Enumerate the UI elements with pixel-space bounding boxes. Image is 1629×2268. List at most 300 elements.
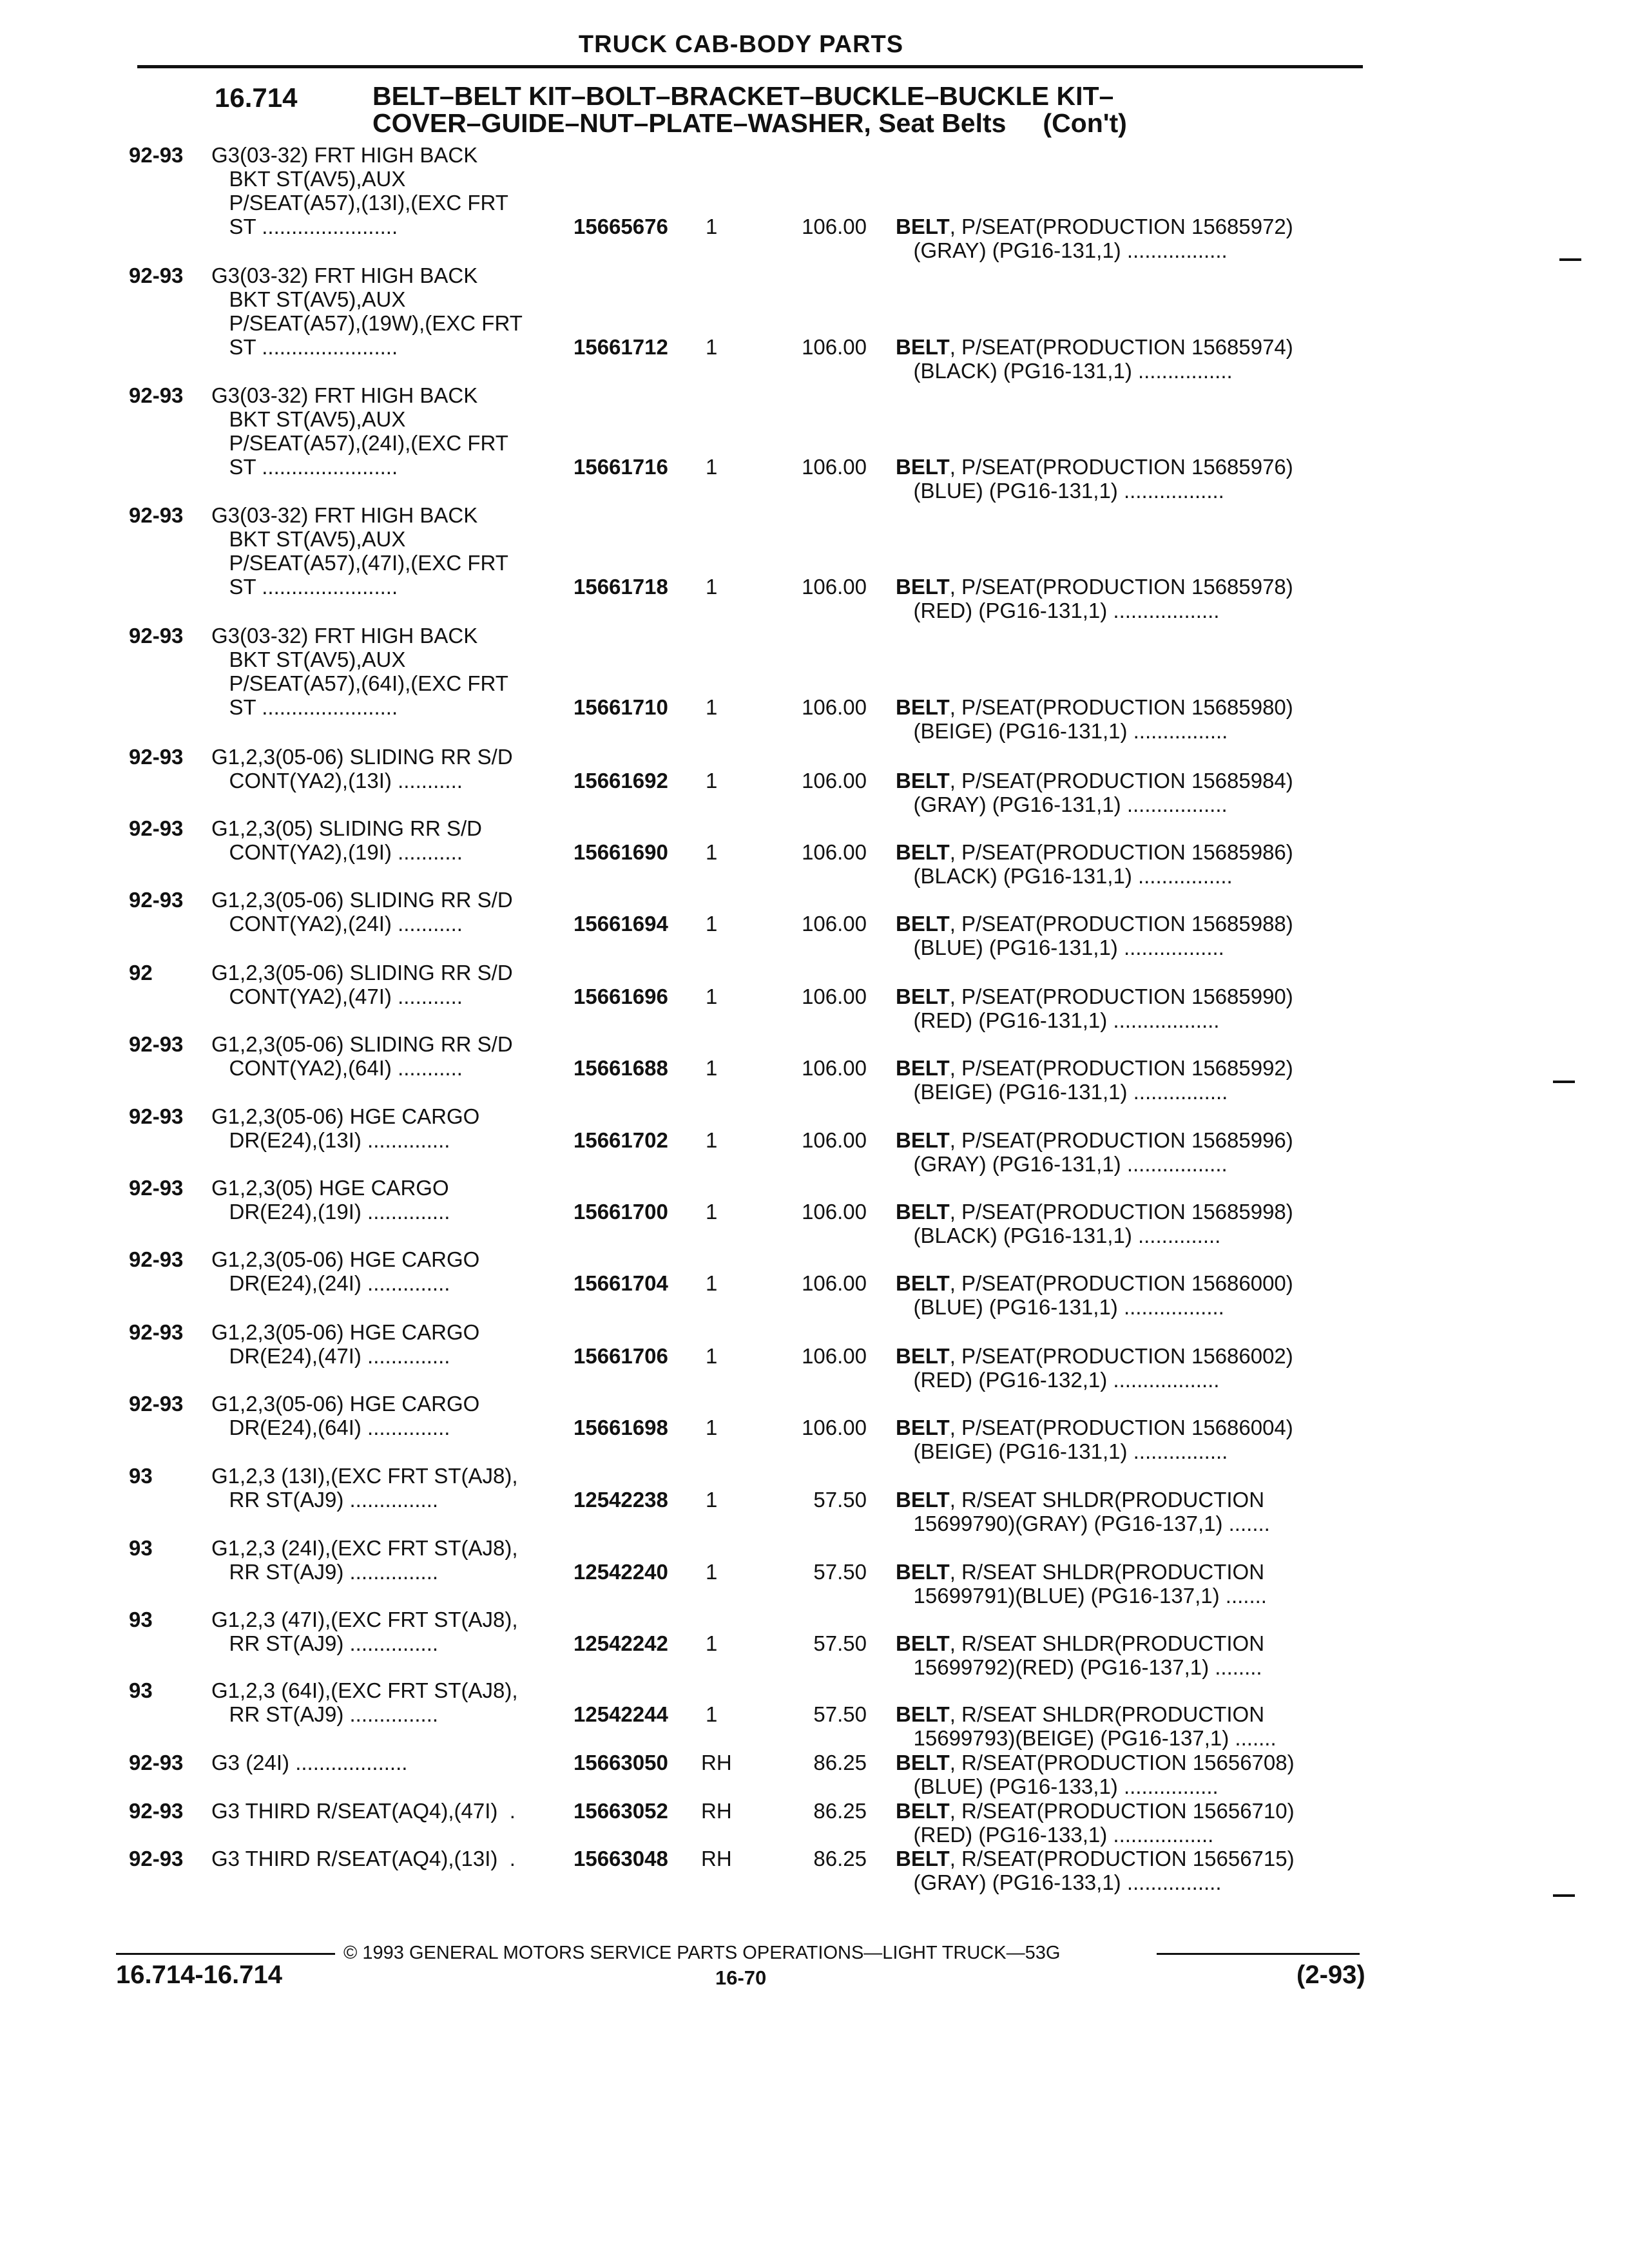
part-note: [896, 1128, 1293, 1176]
model-years: 92-93: [129, 745, 184, 769]
note-line: (RED) (PG16-132,1) ..................: [896, 1368, 1220, 1392]
note-text: , P/SEAT(PRODUCTION 15685998): [949, 1200, 1293, 1224]
application-description: [211, 1678, 518, 1726]
part-number: 15663052: [574, 1799, 668, 1823]
description-line: G3 THIRD R/SEAT(AQ4),(13I) .: [211, 1847, 516, 1870]
note-keyword: BELT: [896, 1416, 950, 1439]
table-row: [0, 1847, 1629, 1918]
note-line: (BEIGE) (PG16-131,1) ................: [896, 719, 1228, 743]
description-line: ST .......................: [211, 455, 398, 479]
list-price: 106.00: [802, 1128, 867, 1152]
description-line: DR(E24),(19I) ..............: [211, 1200, 450, 1224]
note-line: (BLACK) (PG16-131,1) ................: [896, 864, 1233, 888]
list-price: 106.00: [802, 1416, 867, 1439]
description-line: CONT(YA2),(13I) ...........: [211, 769, 463, 793]
part-note: [896, 1560, 1267, 1608]
note-line: (RED) (PG16-131,1) ..................: [896, 1008, 1220, 1032]
note-text: , P/SEAT(PRODUCTION 15685984): [949, 769, 1293, 793]
note-keyword: BELT: [896, 575, 950, 599]
table-row: [0, 1104, 1629, 1176]
quantity: 1: [706, 695, 718, 719]
part-note: [896, 1847, 1295, 1894]
quantity: 1: [706, 1488, 718, 1512]
note-keyword: BELT: [896, 335, 950, 359]
list-price: 57.50: [813, 1631, 867, 1655]
list-price: 106.00: [802, 912, 867, 936]
note-line: [896, 1799, 1295, 1823]
note-line: [896, 985, 1293, 1008]
note-line: [896, 912, 1293, 936]
part-number: 15665676: [574, 215, 668, 238]
note-text: , R/SEAT SHLDR(PRODUCTION: [949, 1631, 1265, 1655]
list-price: 57.50: [813, 1702, 867, 1726]
note-keyword: BELT: [896, 985, 950, 1008]
note-text: , R/SEAT SHLDR(PRODUCTION: [949, 1702, 1265, 1726]
note-text: , P/SEAT(PRODUCTION 15685980): [949, 695, 1293, 719]
application-description: [211, 383, 508, 479]
note-line: (BLACK) (PG16-131,1) ..............: [896, 1224, 1221, 1247]
quantity: 1: [706, 912, 718, 936]
page-number: 16-70: [715, 1966, 767, 1989]
part-note: [896, 1488, 1270, 1535]
note-text: , R/SEAT(PRODUCTION 15656715): [949, 1847, 1295, 1870]
quantity: 1: [706, 215, 718, 238]
part-note: [896, 215, 1293, 262]
part-number: 15661704: [574, 1271, 668, 1295]
note-text: , P/SEAT(PRODUCTION 15685972): [949, 215, 1293, 238]
model-years: 92-93: [129, 383, 184, 407]
section-title-line-1: BELT–BELT KIT–BOLT–BRACKET–BUCKLE–BUCKLE KIT–: [372, 81, 1114, 111]
model-years: 92-93: [129, 816, 184, 840]
note-text: , P/SEAT(PRODUCTION 15685976): [949, 455, 1293, 479]
table-row: [0, 1536, 1629, 1608]
note-line: [896, 1416, 1293, 1439]
description-line: G1,2,3(05-06) HGE CARGO: [211, 1320, 480, 1344]
table-row: [0, 961, 1629, 1032]
part-number: 15661700: [574, 1200, 668, 1224]
quantity: 1: [706, 1344, 718, 1368]
note-line: (BLUE) (PG16-131,1) .................: [896, 479, 1224, 503]
description-line: CONT(YA2),(47I) ...........: [211, 985, 463, 1008]
description-line: RR ST(AJ9) ...............: [211, 1702, 439, 1726]
part-note: [896, 840, 1293, 888]
description-line: BKT ST(AV5),AUX: [211, 527, 406, 551]
application-description: [211, 816, 482, 864]
part-note: [896, 769, 1293, 816]
description-line: BKT ST(AV5),AUX: [211, 167, 406, 191]
quantity: 1: [706, 1271, 718, 1295]
part-number: 15661718: [574, 575, 668, 599]
part-note: [896, 575, 1293, 622]
model-years: 92-93: [129, 1799, 184, 1823]
note-text: , R/SEAT SHLDR(PRODUCTION: [949, 1488, 1265, 1512]
description-line: BKT ST(AV5),AUX: [211, 287, 406, 311]
application-description: [211, 1247, 479, 1295]
note-line: (BLUE) (PG16-133,1) ................: [896, 1774, 1219, 1798]
list-price: 106.00: [802, 769, 867, 793]
application-description: [211, 1847, 516, 1870]
description-line: G3(03-32) FRT HIGH BACK: [211, 143, 478, 167]
part-number: 15661692: [574, 769, 668, 793]
note-line: [896, 1702, 1277, 1726]
quantity: 1: [706, 1560, 718, 1584]
part-number: 12542240: [574, 1560, 668, 1584]
table-row: [0, 1464, 1629, 1535]
margin-mark: [1553, 1894, 1575, 1897]
note-line: 15699791)(BLUE) (PG16-137,1) .......: [896, 1584, 1267, 1608]
part-number: 15661688: [574, 1056, 668, 1080]
application-description: [211, 1176, 450, 1224]
quantity: 1: [706, 1416, 718, 1439]
model-years: 92-93: [129, 503, 184, 527]
description-line: CONT(YA2),(64I) ...........: [211, 1056, 463, 1080]
part-number: 12542244: [574, 1702, 668, 1726]
quantity: 1: [706, 769, 718, 793]
note-text: , R/SEAT(PRODUCTION 15656710): [949, 1799, 1295, 1823]
part-note: [896, 1631, 1264, 1679]
page-title: TRUCK CAB-BODY PARTS: [578, 31, 904, 58]
list-price: 86.25: [813, 1847, 867, 1870]
description-line: P/SEAT(A57),(24I),(EXC FRT: [211, 431, 508, 455]
model-years: 93: [129, 1678, 153, 1702]
description-line: G1,2,3(05) HGE CARGO: [211, 1176, 449, 1200]
description-line: G3(03-32) FRT HIGH BACK: [211, 383, 478, 407]
description-line: ST .......................: [211, 695, 398, 719]
note-text: , P/SEAT(PRODUCTION 15685996): [949, 1128, 1293, 1152]
note-line: 15699793)(BEIGE) (PG16-137,1) .......: [896, 1726, 1277, 1750]
description-line: RR ST(AJ9) ...............: [211, 1631, 439, 1655]
footer-rule-left: [116, 1953, 335, 1955]
application-description: [211, 961, 513, 1008]
note-line: (BLUE) (PG16-131,1) .................: [896, 1295, 1224, 1319]
part-number: 15661710: [574, 695, 668, 719]
note-line: [896, 1056, 1293, 1080]
note-line: (BLUE) (PG16-131,1) .................: [896, 936, 1224, 959]
margin-mark: [1553, 1081, 1575, 1083]
list-price: 86.25: [813, 1751, 867, 1774]
footer-rule-right: [1157, 1953, 1360, 1955]
note-line: [896, 1128, 1293, 1152]
part-number: 15661690: [574, 840, 668, 864]
description-line: BKT ST(AV5),AUX: [211, 648, 406, 671]
part-note: [896, 1751, 1295, 1798]
margin-mark: [1559, 258, 1581, 261]
note-text: , P/SEAT(PRODUCTION 15685992): [949, 1056, 1293, 1080]
part-note: [896, 455, 1293, 503]
note-keyword: BELT: [896, 840, 950, 864]
table-row: [0, 503, 1629, 622]
description-line: DR(E24),(64I) ..............: [211, 1416, 450, 1439]
quantity: 1: [706, 985, 718, 1008]
date-code: (2-93): [1296, 1961, 1365, 1989]
description-line: ST .......................: [211, 575, 398, 599]
application-description: [211, 1464, 518, 1512]
note-line: [896, 1847, 1295, 1870]
part-note: [896, 912, 1293, 959]
application-description: [211, 1608, 518, 1655]
table-row: [0, 816, 1629, 888]
note-text: , P/SEAT(PRODUCTION 15685978): [949, 575, 1293, 599]
model-years: 92-93: [129, 1320, 184, 1344]
quantity: 1: [706, 575, 718, 599]
part-number: 15661706: [574, 1344, 668, 1368]
note-line: 15699792)(RED) (PG16-137,1) ........: [896, 1655, 1262, 1679]
note-text: , P/SEAT(PRODUCTION 15685990): [949, 985, 1293, 1008]
note-line: [896, 455, 1293, 479]
note-text: , P/SEAT(PRODUCTION 15686004): [949, 1416, 1293, 1439]
application-description: [211, 1104, 479, 1152]
model-years: 92-93: [129, 1847, 184, 1870]
part-note: [896, 335, 1293, 383]
note-keyword: BELT: [896, 769, 950, 793]
note-keyword: BELT: [896, 1056, 950, 1080]
note-line: (GRAY) (PG16-131,1) .................: [896, 793, 1228, 816]
description-line: G1,2,3(05-06) HGE CARGO: [211, 1392, 480, 1416]
model-years: 92-93: [129, 1176, 184, 1200]
list-price: 106.00: [802, 215, 867, 238]
list-price: 106.00: [802, 1344, 867, 1368]
application-description: [211, 1320, 479, 1368]
note-keyword: BELT: [896, 695, 950, 719]
section-range: 16.714-16.714: [116, 1961, 283, 1989]
description-line: RR ST(AJ9) ...............: [211, 1560, 439, 1584]
quantity: 1: [706, 335, 718, 359]
application-description: [211, 1751, 407, 1774]
list-price: 106.00: [802, 985, 867, 1008]
list-price: 106.00: [802, 575, 867, 599]
quantity: 1: [706, 1128, 718, 1152]
list-price: 106.00: [802, 1200, 867, 1224]
note-keyword: BELT: [896, 215, 950, 238]
application-description: [211, 264, 523, 359]
note-keyword: BELT: [896, 1344, 950, 1368]
list-price: 57.50: [813, 1560, 867, 1584]
note-keyword: BELT: [896, 1631, 950, 1655]
table-row: [0, 264, 1629, 383]
note-keyword: BELT: [896, 1200, 950, 1224]
application-description: [211, 143, 508, 238]
model-years: 93: [129, 1464, 153, 1488]
model-years: 92-93: [129, 264, 184, 287]
table-row: [0, 143, 1629, 262]
description-line: G1,2,3 (47I),(EXC FRT ST(AJ8),: [211, 1608, 518, 1631]
note-line: (BLACK) (PG16-131,1) ................: [896, 359, 1233, 383]
description-line: CONT(YA2),(24I) ...........: [211, 912, 463, 936]
note-line: [896, 1631, 1264, 1655]
table-row: [0, 1247, 1629, 1319]
note-line: (BEIGE) (PG16-131,1) ................: [896, 1439, 1228, 1463]
note-line: (BEIGE) (PG16-131,1) ................: [896, 1080, 1228, 1104]
part-note: [896, 1416, 1293, 1463]
note-keyword: BELT: [896, 1488, 950, 1512]
note-keyword: BELT: [896, 1702, 950, 1726]
model-years: 93: [129, 1536, 153, 1560]
table-row: [0, 1608, 1629, 1679]
quantity: RH: [701, 1751, 732, 1774]
part-number: 15661712: [574, 335, 668, 359]
part-note: [896, 1344, 1293, 1392]
description-line: G3 (24I) ...................: [211, 1751, 408, 1774]
description-line: P/SEAT(A57),(19W),(EXC FRT: [211, 311, 523, 335]
application-description: [211, 1536, 518, 1584]
note-text: , R/SEAT(PRODUCTION 15656708): [949, 1751, 1295, 1774]
note-line: [896, 575, 1293, 599]
quantity: RH: [701, 1799, 732, 1823]
note-keyword: BELT: [896, 1271, 950, 1295]
note-keyword: BELT: [896, 455, 950, 479]
part-number: 12542242: [574, 1631, 668, 1655]
description-line: G1,2,3(05-06) HGE CARGO: [211, 1247, 480, 1271]
section-number: 16.714: [215, 82, 298, 113]
application-description: [211, 624, 508, 719]
description-line: G3(03-32) FRT HIGH BACK: [211, 264, 478, 287]
application-description: [211, 1392, 479, 1439]
application-description: [211, 745, 513, 793]
note-line: (RED) (PG16-133,1) .................: [896, 1823, 1214, 1847]
quantity: 1: [706, 1200, 718, 1224]
note-keyword: BELT: [896, 1560, 950, 1584]
description-line: P/SEAT(A57),(47I),(EXC FRT: [211, 551, 508, 575]
description-line: RR ST(AJ9) ...............: [211, 1488, 439, 1512]
description-line: G3 THIRD R/SEAT(AQ4),(47I) .: [211, 1799, 516, 1823]
application-description: [211, 1799, 516, 1823]
table-row: [0, 1176, 1629, 1247]
table-row: [0, 888, 1629, 959]
model-years: 92-93: [129, 1751, 184, 1774]
quantity: 1: [706, 1702, 718, 1726]
description-line: G1,2,3(05-06) HGE CARGO: [211, 1104, 480, 1128]
description-line: ST .......................: [211, 335, 398, 359]
note-line: [896, 840, 1293, 864]
note-text: , P/SEAT(PRODUCTION 15686002): [949, 1344, 1293, 1368]
model-years: 92-93: [129, 1247, 184, 1271]
table-row: [0, 383, 1629, 503]
model-years: 92-93: [129, 143, 184, 167]
note-text: , P/SEAT(PRODUCTION 15685974): [949, 335, 1293, 359]
note-line: (GRAY) (PG16-131,1) .................: [896, 238, 1228, 262]
part-number: 15661698: [574, 1416, 668, 1439]
part-number: 12542238: [574, 1488, 668, 1512]
part-note: [896, 1271, 1293, 1319]
table-row: [0, 1320, 1629, 1392]
description-line: P/SEAT(A57),(64I),(EXC FRT: [211, 671, 508, 695]
description-line: DR(E24),(24I) ..............: [211, 1271, 450, 1295]
table-row: [0, 1032, 1629, 1104]
note-line: [896, 769, 1293, 793]
note-line: [896, 1344, 1293, 1368]
note-text: , P/SEAT(PRODUCTION 15685986): [949, 840, 1293, 864]
note-line: [896, 1200, 1293, 1224]
description-line: ST .......................: [211, 215, 398, 238]
description-line: CONT(YA2),(19I) ...........: [211, 840, 463, 864]
part-number: 15661694: [574, 912, 668, 936]
table-row: [0, 745, 1629, 816]
note-line: (RED) (PG16-131,1) ..................: [896, 599, 1220, 622]
application-description: [211, 1032, 513, 1080]
section-title: [372, 82, 1127, 137]
description-line: G1,2,3(05-06) SLIDING RR S/D: [211, 745, 513, 769]
note-text: , P/SEAT(PRODUCTION 15686000): [949, 1271, 1293, 1295]
note-line: 15699790)(GRAY) (PG16-137,1) .......: [896, 1512, 1270, 1535]
part-note: [896, 1200, 1293, 1247]
part-number: 15661702: [574, 1128, 668, 1152]
note-keyword: BELT: [896, 1799, 950, 1823]
part-note: [896, 695, 1293, 743]
note-line: (GRAY) (PG16-133,1) ................: [896, 1870, 1222, 1894]
list-price: 86.25: [813, 1799, 867, 1823]
description-line: G1,2,3 (24I),(EXC FRT ST(AJ8),: [211, 1536, 518, 1560]
note-line: [896, 1751, 1295, 1774]
description-line: G1,2,3(05) SLIDING RR S/D: [211, 816, 482, 840]
part-number: 15663048: [574, 1847, 668, 1870]
description-line: G1,2,3 (13I),(EXC FRT ST(AJ8),: [211, 1464, 518, 1488]
part-number: 15661696: [574, 985, 668, 1008]
part-note: [896, 1799, 1295, 1847]
model-years: 92-93: [129, 1104, 184, 1128]
quantity: 1: [706, 840, 718, 864]
description-line: DR(E24),(13I) ..............: [211, 1128, 450, 1152]
model-years: 92-93: [129, 1392, 184, 1416]
application-description: [211, 888, 513, 936]
description-line: G1,2,3(05-06) SLIDING RR S/D: [211, 961, 513, 985]
note-line: [896, 1560, 1267, 1584]
note-text: , R/SEAT SHLDR(PRODUCTION: [949, 1560, 1265, 1584]
table-row: [0, 624, 1629, 743]
model-years: 92-93: [129, 624, 184, 648]
quantity: RH: [701, 1847, 732, 1870]
part-number: 15663050: [574, 1751, 668, 1774]
note-line: [896, 695, 1293, 719]
part-note: [896, 1056, 1293, 1104]
note-line: [896, 335, 1293, 359]
list-price: 106.00: [802, 455, 867, 479]
quantity: 1: [706, 1631, 718, 1655]
list-price: 106.00: [802, 335, 867, 359]
note-line: [896, 1488, 1270, 1512]
model-years: 92: [129, 961, 153, 985]
description-line: G3(03-32) FRT HIGH BACK: [211, 503, 478, 527]
model-years: 93: [129, 1608, 153, 1631]
description-line: G1,2,3(05-06) SLIDING RR S/D: [211, 1032, 513, 1056]
list-price: 57.50: [813, 1488, 867, 1512]
table-row: [0, 1678, 1629, 1750]
quantity: 1: [706, 1056, 718, 1080]
description-line: DR(E24),(47I) ..............: [211, 1344, 450, 1368]
description-line: P/SEAT(A57),(13I),(EXC FRT: [211, 191, 508, 215]
list-price: 106.00: [802, 695, 867, 719]
application-description: [211, 503, 508, 599]
list-price: 106.00: [802, 1271, 867, 1295]
header-rule: [137, 65, 1363, 68]
list-price: 106.00: [802, 1056, 867, 1080]
note-line: [896, 215, 1293, 238]
part-note: [896, 1702, 1277, 1750]
note-keyword: BELT: [896, 1751, 950, 1774]
description-line: BKT ST(AV5),AUX: [211, 407, 406, 431]
section-title-line-2: COVER–GUIDE–NUT–PLATE–WASHER, Seat Belts (Con't): [372, 108, 1127, 138]
list-price: 106.00: [802, 840, 867, 864]
description-line: G1,2,3 (64I),(EXC FRT ST(AJ8),: [211, 1678, 518, 1702]
copyright-notice: © 1993 GENERAL MOTORS SERVICE PARTS OPERATIONS—LIGHT TRUCK—53G: [343, 1943, 1061, 1963]
note-keyword: BELT: [896, 1847, 950, 1870]
description-line: G3(03-32) FRT HIGH BACK: [211, 624, 478, 648]
model-years: 92-93: [129, 1032, 184, 1056]
note-keyword: BELT: [896, 1128, 950, 1152]
note-line: (GRAY) (PG16-131,1) .................: [896, 1152, 1228, 1176]
part-number: 15661716: [574, 455, 668, 479]
description-line: G1,2,3(05-06) SLIDING RR S/D: [211, 888, 513, 912]
model-years: 92-93: [129, 888, 184, 912]
